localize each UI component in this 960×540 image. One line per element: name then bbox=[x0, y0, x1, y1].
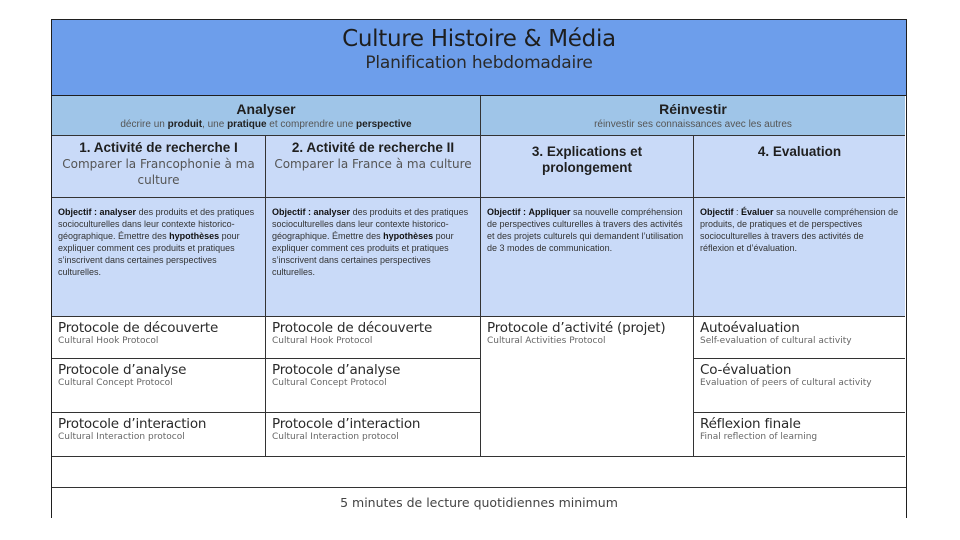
blank-row bbox=[52, 457, 906, 488]
objective-4: Objectif : Évaluer sa nouvelle compréhension de produits, de pratiques et de perspectives socioculturelles à travers des activités de réflexion et d’évaluation. bbox=[694, 198, 905, 317]
footer-row bbox=[52, 488, 906, 519]
protocol-cell: Protocole de découverte Cultural Hook Protocol bbox=[52, 317, 266, 359]
objective-1: Objectif : analyser des produits et des pratiques socioculturelles dans leur contexte historico-géographique. Émettre des hypothèses pour expliquer comment ces produits et pratiques s’inscrivent dans certaines perspectives culturelles. bbox=[52, 198, 266, 317]
column-heading-1: 1. Activité de recherche I Comparer la Francophonie à ma culture bbox=[52, 136, 266, 198]
section-analyser bbox=[52, 96, 481, 136]
protocol-cell: Protocole d’analyse Cultural Concept Protocol bbox=[52, 359, 266, 413]
reading-reminder: 5 minutes de lecture quotidiennes minimum bbox=[340, 495, 618, 510]
protocol-cell: Co-évaluation Evaluation of peers of cultural activity bbox=[694, 359, 905, 413]
title-banner bbox=[52, 20, 906, 96]
protocol-cell: Autoévaluation Self-evaluation of cultural activity bbox=[694, 317, 905, 359]
weekly-planning-table bbox=[51, 19, 907, 518]
column-heading-2: 2. Activité de recherche II Comparer la France à ma culture bbox=[266, 136, 481, 198]
protocol-cell: Protocole d’interaction Cultural Interaction protocol bbox=[266, 413, 481, 457]
protocol-cell: Protocole d’activité (projet) Cultural Activities Protocol bbox=[481, 317, 694, 457]
protocol-cell: Protocole de découverte Cultural Hook Protocol bbox=[266, 317, 481, 359]
protocol-cell: Réflexion finale Final reflection of learning bbox=[694, 413, 905, 457]
protocol-cell: Protocole d’analyse Cultural Concept Protocol bbox=[266, 359, 481, 413]
section-title: Analyser bbox=[236, 101, 296, 117]
section-title: Réinvestir bbox=[659, 101, 727, 117]
section-subtitle: réinvestir ses connaissances avec les autres bbox=[594, 119, 792, 130]
objective-2: Objectif : analyser des produits et des pratiques socioculturelles dans leur contexte historico-géographique. Émettre des hypothèses pour expliquer comment ces produits et pratiques s’inscrivent dans certaines perspectives culturelles. bbox=[266, 198, 481, 317]
page-subtitle: Planification hebdomadaire bbox=[365, 53, 593, 73]
page-title: Culture Histoire & Média bbox=[342, 26, 616, 52]
column-heading-4: 4. Evaluation bbox=[694, 136, 905, 198]
column-heading-3: 3. Explications et prolongement bbox=[481, 136, 694, 198]
objective-3: Objectif : Appliquer sa nouvelle compréhension de perspectives culturelles à travers des activités et des projets culturels qui demandent l’utilisation de 3 modes de communication. bbox=[481, 198, 694, 317]
section-reinvestir bbox=[481, 96, 905, 136]
protocol-cell: Protocole d’interaction Cultural Interaction protocol bbox=[52, 413, 266, 457]
section-subtitle: décrire un produit, une pratique et comprendre une perspective bbox=[120, 119, 412, 130]
